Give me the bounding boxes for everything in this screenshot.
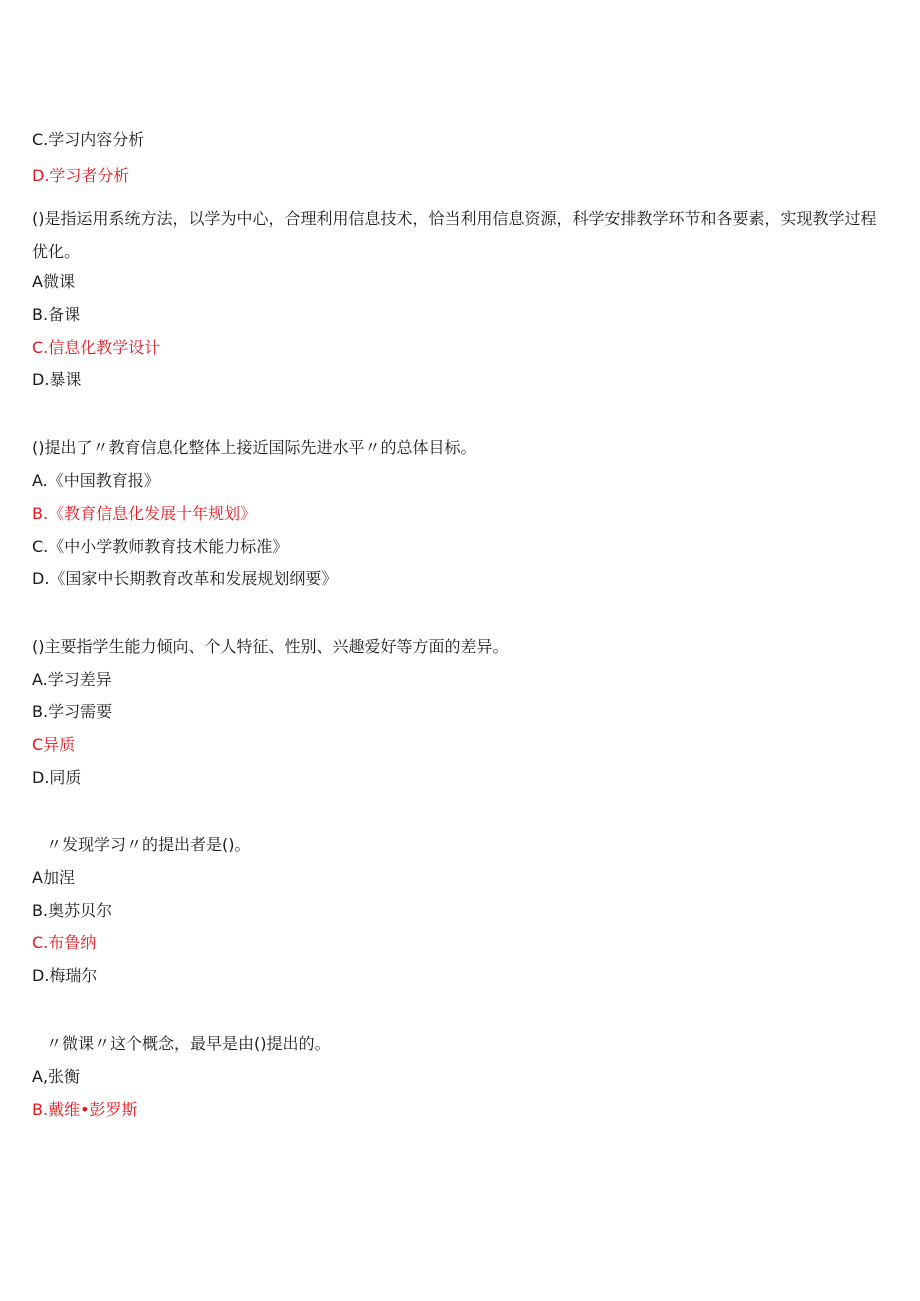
q1-option-b: B.备课 xyxy=(32,305,81,324)
q1-option-a: A微课 xyxy=(32,272,75,291)
q2-option-b-answer: B.《教育信息化发展十年规划》 xyxy=(32,504,257,523)
question-1-stem: ()是指运用系统方法，以学为中心，合理利用信息技术，恰当利用信息资源，科学安排教学环节和各要素，实现教学过程优化。 xyxy=(32,209,877,261)
q2-option-a: A.《中国教育报》 xyxy=(32,471,160,490)
q3-option-c-answer: C异质 xyxy=(32,735,76,754)
q3-option-b: B.学习需要 xyxy=(32,702,113,721)
question-5-stem: 〃微课〃这个概念，最早是由()提出的。 xyxy=(46,1034,331,1053)
q4-option-d: D.梅瑞尔 xyxy=(32,966,98,985)
q4-option-a: A加涅 xyxy=(32,868,75,887)
q1-option-c-answer: C.信息化教学设计 xyxy=(32,338,161,357)
q2-option-c: C.《中小学教师教育技术能力标准》 xyxy=(32,537,289,556)
q3-option-d: D.同质 xyxy=(32,768,82,787)
question-2-stem: ()提出了〃教育信息化整体上接近国际先进水平〃的总体目标。 xyxy=(32,438,477,457)
option-d-answer: D.学习者分析 xyxy=(32,166,130,185)
question-3-stem: ()主要指学生能力倾向、个人特征、性别、兴趣爱好等方面的差异。 xyxy=(32,637,509,656)
q3-option-a: A.学习差异 xyxy=(32,670,112,689)
question-4-stem: 〃发现学习〃的提出者是()。 xyxy=(46,835,251,854)
q5-option-a: A,张衡 xyxy=(32,1067,81,1086)
option-c: C.学习内容分析 xyxy=(32,130,145,149)
q5-option-b-answer: B.戴维•彭罗斯 xyxy=(32,1100,138,1119)
q1-option-d: D.暴课 xyxy=(32,370,82,389)
q2-option-d: D.《国家中长期教育改革和发展规划纲要》 xyxy=(32,569,338,588)
q4-option-c-answer: C.布鲁纳 xyxy=(32,933,97,952)
q4-option-b: B.奥苏贝尔 xyxy=(32,901,113,920)
